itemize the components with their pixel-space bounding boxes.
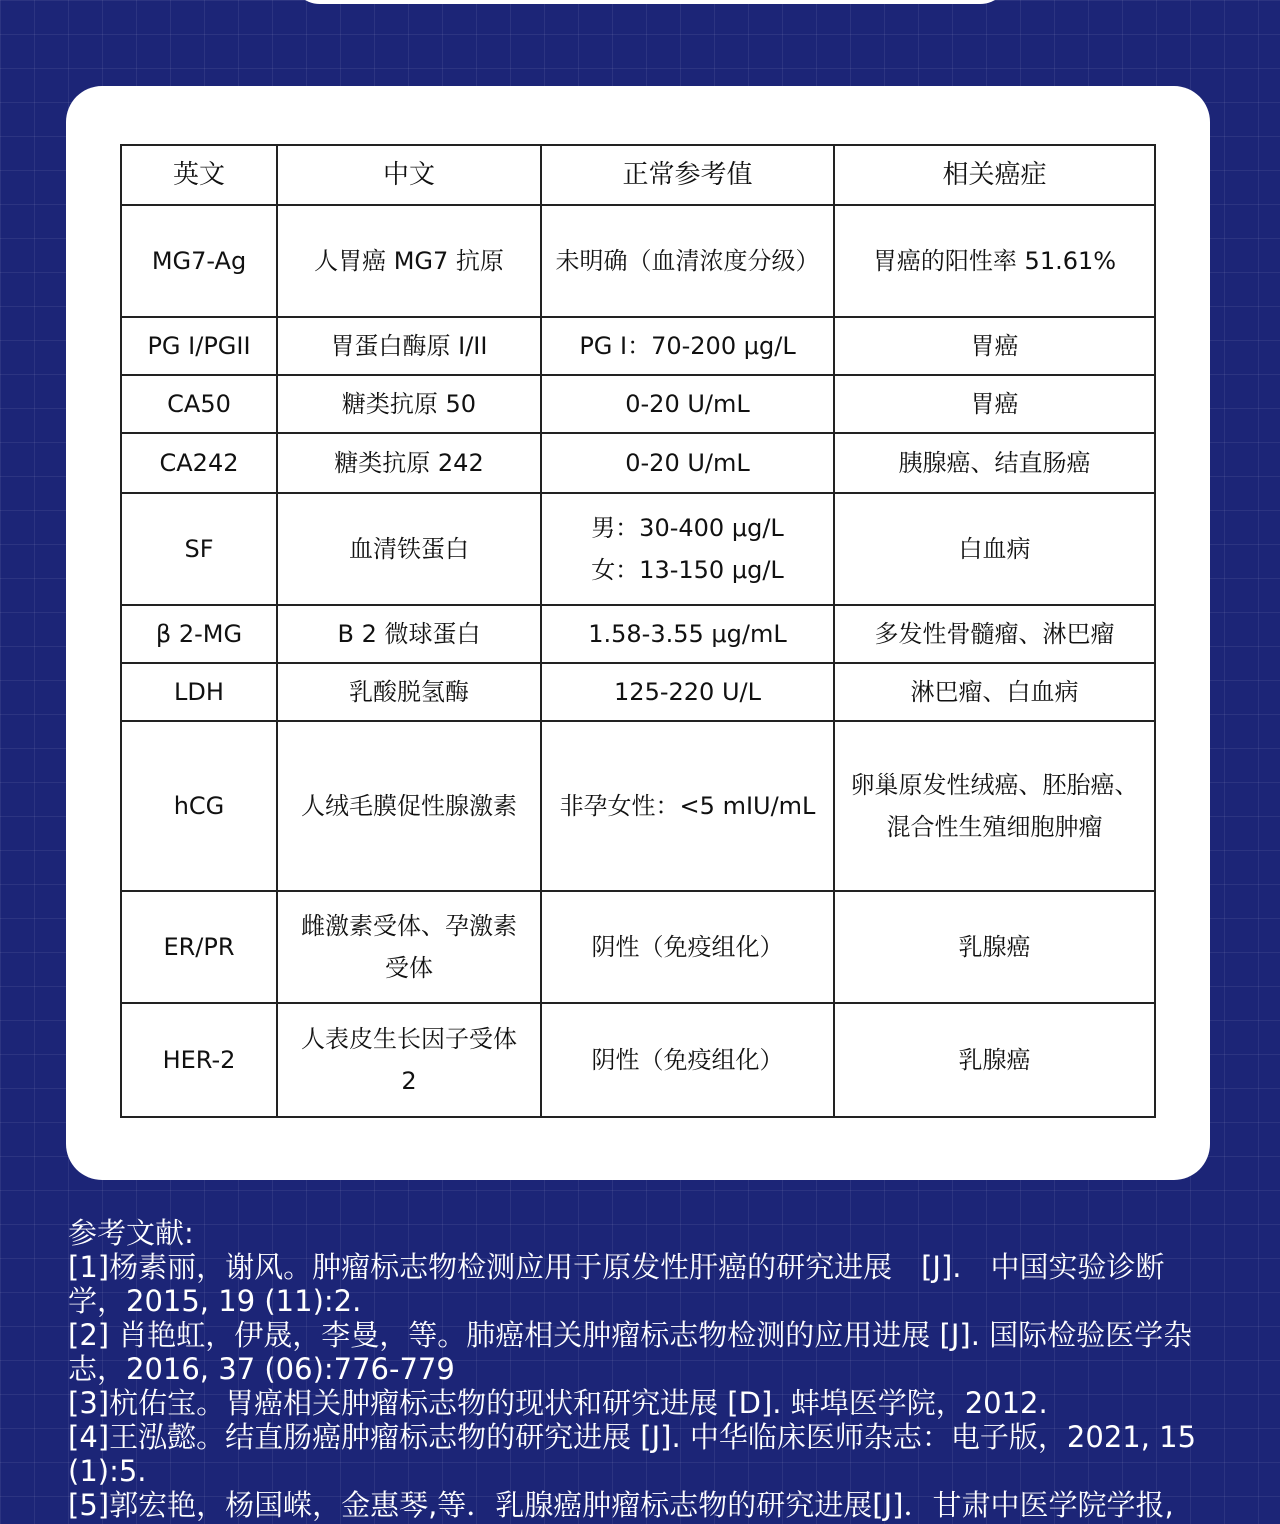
reference-item: [2] 肖艳虹，伊晟，李曼，等。肺癌相关肿瘤标志物检测的应用进展 [J]. 国际检验医学杂志，2016, 37 (06):776-779 <box>68 1318 1193 1386</box>
cell-reference: 0-20 U/mL <box>541 375 834 433</box>
cell-cancer: 白血病 <box>834 493 1155 605</box>
cell-chinese: 人表皮生长因子受体 2 <box>277 1003 541 1117</box>
cell-chinese: 糖类抗原 50 <box>277 375 541 433</box>
cell-reference: 125-220 U/L <box>541 663 834 721</box>
cell-cancer: 胃癌 <box>834 317 1155 375</box>
cell-chinese: 血清铁蛋白 <box>277 493 541 605</box>
cell-reference: 1.58-3.55 μg/mL <box>541 605 834 663</box>
cell-cancer: 卵巢原发性绒癌、胚胎癌、混合性生殖细胞肿瘤 <box>834 721 1155 891</box>
cell-cancer: 胰腺癌、结直肠癌 <box>834 433 1155 493</box>
reference-line-female: 女：13-150 μg/L <box>591 556 784 584</box>
cell-english: SF <box>121 493 277 605</box>
cell-reference: PG I：70-200 μg/L <box>541 317 834 375</box>
cell-cancer: 乳腺癌 <box>834 1003 1155 1117</box>
reference-item: [5]郭宏艳，杨国嵘，金惠琴,等．乳腺癌肿瘤标志物的研究进展[J]．甘肃中医学院学报, <box>68 1488 1174 1522</box>
table-row <box>121 205 1155 317</box>
header-reference-value: 正常参考值 <box>541 145 834 205</box>
cell-reference: 非孕女性：<5 mIU/mL <box>541 721 834 891</box>
cell-cancer: 多发性骨髓瘤、淋巴瘤 <box>834 605 1155 663</box>
table-row <box>121 891 1155 1003</box>
cell-chinese: 雌激素受体、孕激素受体 <box>277 891 541 1003</box>
cell-english: MG7-Ag <box>121 205 277 317</box>
table-row <box>121 605 1155 663</box>
cell-english: PG I/PGII <box>121 317 277 375</box>
cell-english: CA50 <box>121 375 277 433</box>
cell-english: hCG <box>121 721 277 891</box>
cell-chinese: 人胃癌 MG7 抗原 <box>277 205 541 317</box>
cell-english: HER-2 <box>121 1003 277 1117</box>
reference-item: [3]杭佑宝。胃癌相关肿瘤标志物的现状和研究进展 [D]. 蚌埠医学院，2012. <box>68 1386 1048 1420</box>
cell-reference: 阴性（免疫组化） <box>541 891 834 1003</box>
top-tab-decoration <box>290 0 1010 4</box>
cell-cancer: 胃癌的阳性率 51.61% <box>834 205 1155 317</box>
table-row <box>121 493 1155 605</box>
references-section <box>68 1216 1218 1522</box>
table-row <box>121 433 1155 493</box>
cell-english: CA242 <box>121 433 277 493</box>
cell-reference: 0-20 U/mL <box>541 433 834 493</box>
tumor-marker-table <box>120 144 1156 1118</box>
header-related-cancer: 相关癌症 <box>834 145 1155 205</box>
cell-reference <box>541 493 834 605</box>
cell-cancer: 乳腺癌 <box>834 891 1155 1003</box>
table-row <box>121 1003 1155 1117</box>
table-header-row <box>121 145 1155 205</box>
reference-line-male: 男：30-400 μg/L <box>591 514 784 542</box>
reference-item: [4]王泓懿。结直肠癌肿瘤标志物的研究进展 [J]. 中华临床医师杂志：电子版，2021, 15 (1):5. <box>68 1420 1197 1488</box>
cell-chinese: 乳酸脱氢酶 <box>277 663 541 721</box>
table-row <box>121 375 1155 433</box>
table-row <box>121 663 1155 721</box>
cell-chinese: B 2 微球蛋白 <box>277 605 541 663</box>
reference-item: [1]杨素丽，谢风。肿瘤标志物检测应用于原发性肝癌的研究进展 [J]. 中国实验诊断学，2015, 19 (11):2. <box>68 1250 1165 1318</box>
cell-english: LDH <box>121 663 277 721</box>
cell-reference: 未明确（血清浓度分级） <box>541 205 834 317</box>
cell-chinese: 胃蛋白酶原 I/II <box>277 317 541 375</box>
cell-english: β 2-MG <box>121 605 277 663</box>
cell-cancer: 淋巴瘤、白血病 <box>834 663 1155 721</box>
header-chinese: 中文 <box>277 145 541 205</box>
header-english: 英文 <box>121 145 277 205</box>
table-row <box>121 317 1155 375</box>
table-row <box>121 721 1155 891</box>
references-heading: 参考文献: <box>68 1216 194 1250</box>
cell-reference: 阴性（免疫组化） <box>541 1003 834 1117</box>
cell-chinese: 糖类抗原 242 <box>277 433 541 493</box>
cell-chinese: 人绒毛膜促性腺激素 <box>277 721 541 891</box>
cell-cancer: 胃癌 <box>834 375 1155 433</box>
cell-english: ER/PR <box>121 891 277 1003</box>
